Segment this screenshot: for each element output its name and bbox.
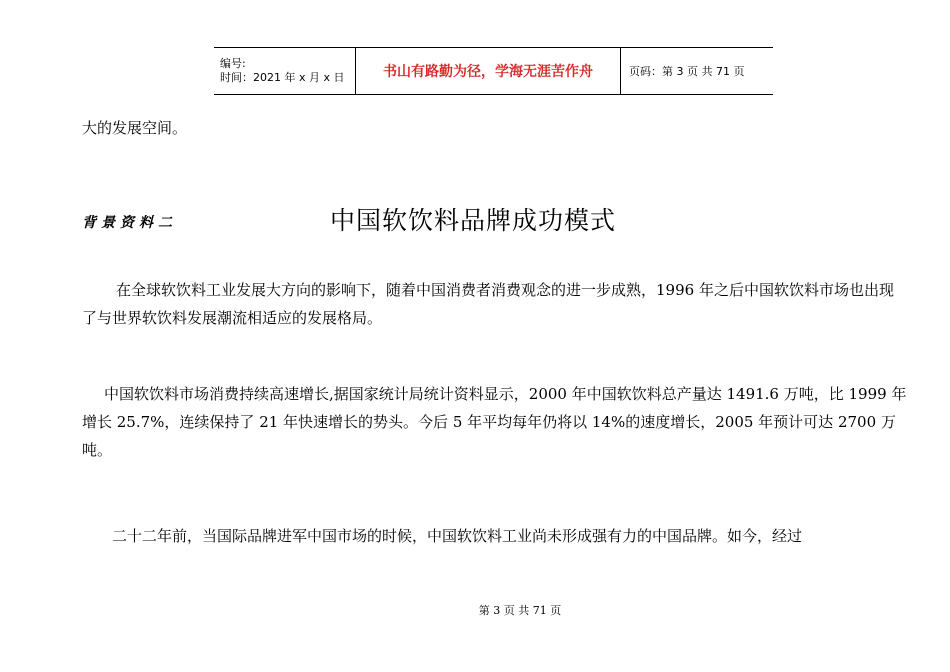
paragraph-3: 二十二年前，当国际品牌进军中国市场的时候，中国软饮料工业尚未形成强有力的中国品牌。如今，经过 <box>112 527 803 545</box>
page-header <box>214 47 773 95</box>
continuation-text: 大的发展空间。 <box>82 119 188 137</box>
header-time-label: 时间：2021 年 x 月 x 日 <box>220 71 345 84</box>
section-title: 中国软饮料品牌成功模式 <box>330 206 617 235</box>
paragraph-2: 中国软饮料市场消费持续高速增长,据国家统计局统计资料显示，2000 年中国软饮料总产量达 1491.6 万吨，比 1999 年增长 25.7%，连续保持了 21 年快速增长的势头。今后 5 年平均每年仍将以 14%的速度增长，2005 年预计可达 2700 万吨。 <box>82 385 907 459</box>
header-page-label: 页码：第 3 页 共 71 页 <box>629 65 745 78</box>
header-code-label: 编号: <box>220 57 246 70</box>
page-footer: 第 3 页 共 71 页 <box>478 604 562 617</box>
header-motto: 书山有路勤为径，学海无涯苦作舟 <box>356 48 621 94</box>
header-meta-cell <box>214 48 356 94</box>
paragraph-1: 在全球软饮料工业发展大方向的影响下，随着中国消费者消费观念的进一步成熟，1996 年之后中国软饮料市场也出现了与世界软饮料发展潮流相适应的发展格局。 <box>82 281 894 327</box>
section-tag: 背景资料二 <box>82 215 177 231</box>
